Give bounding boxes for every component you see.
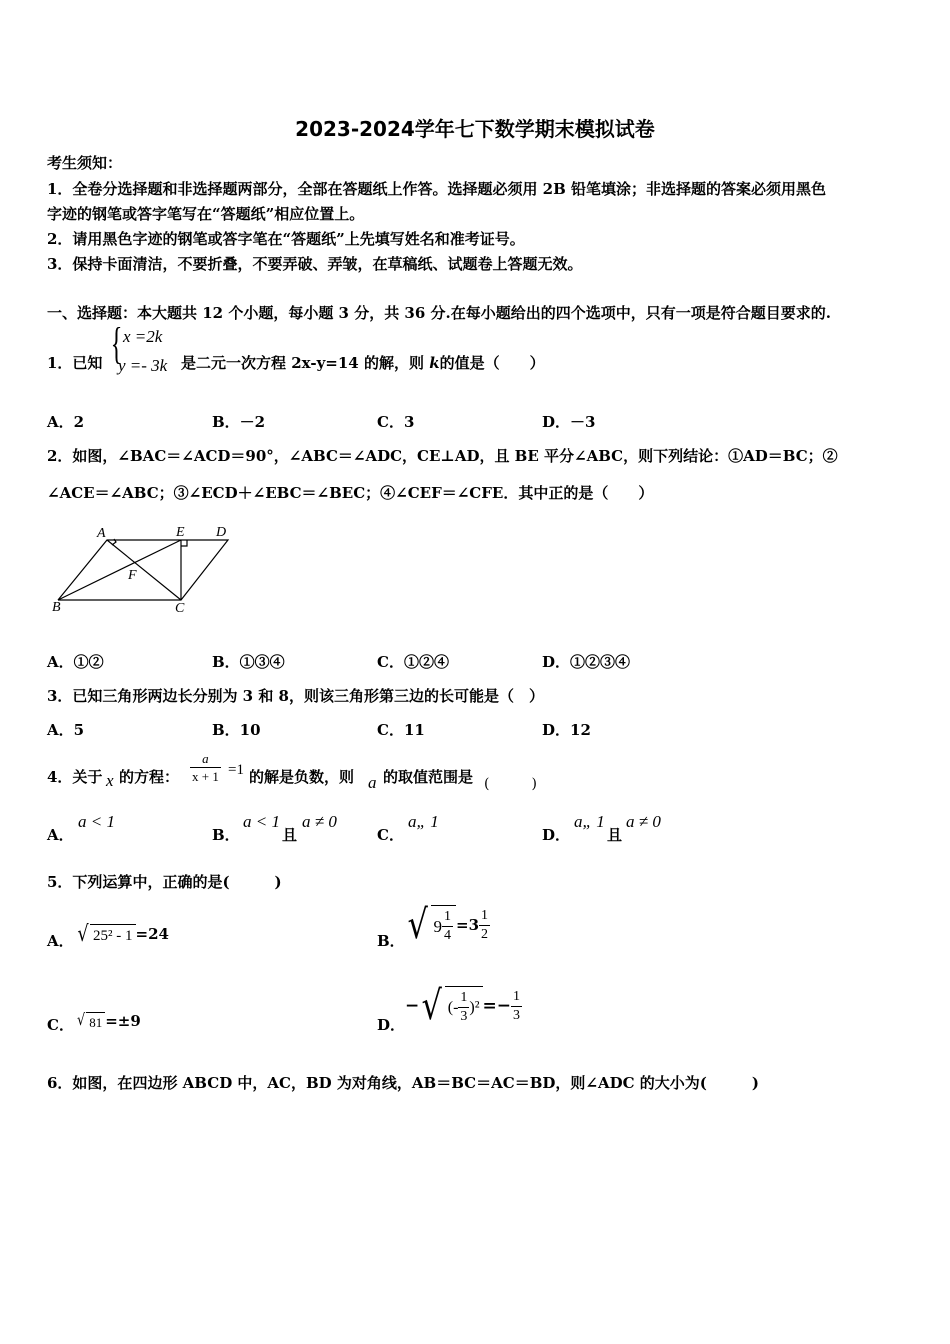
- q4-paren: ( ): [484, 776, 537, 792]
- q4-frac-num: a: [202, 751, 209, 766]
- q6-text: 6．如图，在四边形 ABCD 中，AC，BD 为对角线，AB＝BC＝AC＝BD，则∠ADC 的大小为( ): [47, 1074, 759, 1092]
- q5-option-c-label: C．: [47, 1016, 74, 1034]
- notice-line-1b: 字迹的钢笔或答字笔写在“答题纸”相应位置上。: [47, 205, 365, 223]
- q4-option-b-and: 且: [282, 826, 298, 844]
- q4-option-b-label: B．: [212, 826, 240, 844]
- notice-line-3: 3．保持卡面清洁，不要折叠，不要弄破、弄皱，在草稿纸、试题卷上答题无效。: [47, 255, 583, 273]
- q2-option-b: B．①③④: [212, 653, 285, 671]
- q2-option-c: C．①②④: [377, 653, 449, 671]
- q4-option-c: a„ 1: [408, 812, 439, 831]
- q5-option-b-result: =3: [456, 916, 480, 934]
- q1-prefix: 1．已知: [47, 354, 103, 372]
- parallelogram-abdc: [58, 540, 228, 600]
- q4-option-c-label: C．: [377, 826, 404, 844]
- right-angle-mark-e: [181, 540, 187, 546]
- q5-option-b-num: 1: [444, 909, 451, 924]
- q5-option-c: √ 81 =±9: [77, 1009, 141, 1030]
- q4-eq: =1: [228, 762, 244, 778]
- label-c: C: [175, 601, 185, 616]
- q4-option-d-label: D．: [542, 826, 571, 844]
- q5-option-c-result: =±9: [105, 1012, 141, 1030]
- label-f: F: [128, 568, 137, 583]
- q2-line-2: ∠ACE＝∠ABC；③∠ECD＋∠EBC＝∠BEC；④∠CEF＝∠CFE．其中正的是（ ）: [47, 484, 654, 502]
- q5-option-b-label: B．: [377, 932, 405, 950]
- q1-option-d: D．－3: [542, 413, 596, 431]
- q2-line-1: 2．如图，∠BAC＝∠ACD＝90°，∠ABC＝∠ADC，CE⊥AD，且 BE 平分∠ABC，则下列结论：①AD＝BC；②: [47, 447, 838, 465]
- q1-eq2: y =- 3k: [118, 356, 168, 375]
- segment-ac: [107, 540, 181, 600]
- q2-option-d: D．①②③④: [542, 653, 631, 671]
- q3-option-b: B．10: [212, 721, 261, 739]
- q5-option-b: √ 9 $\frac{1}{4}$ =3 $\frac{1}{2}$: [407, 902, 489, 948]
- q4-option-d2: a ≠ 0: [626, 812, 661, 831]
- q2-option-a: A．①②: [47, 653, 104, 671]
- label-a: A: [97, 526, 106, 541]
- q3-option-c: C．11: [377, 721, 425, 739]
- notice-line-1a: 1．全卷分选择题和非选择题两部分，全部在答题纸上作答。选择题必须用 2B 铅笔填涂；非选择题的答案必须用黑色: [47, 180, 827, 198]
- section-heading: 一、选择题：本大题共 12 个小题，每小题 3 分，共 36 分.在每小题给出的四个选项中，只有一项是符合题目要求的.: [47, 304, 831, 322]
- q4-mid2: 的解是负数，则: [249, 768, 355, 786]
- q4-option-b: a < 1: [243, 812, 280, 831]
- q4-suffix: 的取值范围是: [383, 768, 474, 786]
- segment-be: [58, 540, 181, 600]
- q5-option-d-eq: =−: [482, 996, 512, 1016]
- q5-option-a-label: A．: [47, 932, 74, 950]
- q1-eq1: x =2k: [123, 327, 163, 346]
- q5-option-d-minus: −: [405, 996, 420, 1016]
- q1-option-a: A．2: [47, 413, 85, 431]
- q5-option-b-rden: 2: [481, 926, 489, 942]
- q5-option-a-result: =24: [135, 925, 169, 943]
- q4-option-a: a < 1: [78, 812, 115, 831]
- label-b: B: [52, 600, 61, 615]
- q5-option-b-rnum: 1: [481, 907, 489, 923]
- label-e: E: [176, 525, 185, 540]
- q4-prefix: 4．关于: [47, 768, 103, 786]
- q5-option-d-lparen: (-: [447, 998, 459, 1016]
- q5-option-d-rden: 3: [513, 1007, 521, 1023]
- q2-figure: [47, 518, 247, 618]
- q5-option-d-den: 3: [460, 1009, 468, 1024]
- q4-option-a-label: A．: [47, 826, 74, 844]
- q4-var-x: x: [106, 771, 114, 790]
- q5-option-a-radicand: 25² - 1: [90, 924, 136, 946]
- q5-option-a: √ 25² - 1 =24: [77, 922, 169, 947]
- q1-suffix: 是二元一次方程 2x-y=14 的解，则 k的值是（ ）: [181, 354, 545, 372]
- q5-text: 5．下列运算中，正确的是( ): [47, 873, 282, 891]
- q1-brace: {: [110, 319, 123, 368]
- q5-option-d-rparen: )²: [469, 998, 480, 1016]
- q5-option-b-whole: 9: [433, 916, 442, 936]
- page-title: 2023-2024学年七下数学期末模拟试卷: [295, 117, 655, 141]
- q5-option-d-num: 1: [460, 990, 468, 1005]
- label-d: D: [216, 525, 227, 540]
- notice-line-2: 2．请用黑色字迹的钢笔或答字笔在“答题纸”上先填写姓名和准考证号。: [47, 230, 525, 248]
- q3-option-d: D．12: [542, 721, 591, 739]
- q1-option-c: C．3: [377, 413, 415, 431]
- q5-option-d-rnum: 1: [513, 988, 521, 1004]
- q5-option-d-label: D．: [377, 1016, 406, 1034]
- q3-option-a: A．5: [47, 721, 85, 739]
- q4-frac-den: x + 1: [192, 769, 219, 784]
- notice-heading: 考生须知：: [47, 154, 123, 172]
- q5-option-b-den: 4: [444, 928, 451, 943]
- q4-var-a: a: [368, 773, 377, 792]
- q3-text: 3．已知三角形两边长分别为 3 和 8，则该三角形第三边的长可能是（ ）: [47, 687, 544, 705]
- q4-mid: 的方程：: [119, 768, 180, 786]
- q4-option-d-and: 且: [607, 826, 623, 844]
- q1-option-b: B．－2: [212, 413, 266, 431]
- q4-option-d: a„ 1: [574, 812, 605, 831]
- q4-option-b2: a ≠ 0: [302, 812, 337, 831]
- q4-fraction: [190, 752, 221, 783]
- q5-option-c-radicand: 81: [86, 1012, 105, 1031]
- q5-option-d: − √ (- $\frac{1}{3}$ )² =− $\frac{1}{3}$: [405, 983, 521, 1029]
